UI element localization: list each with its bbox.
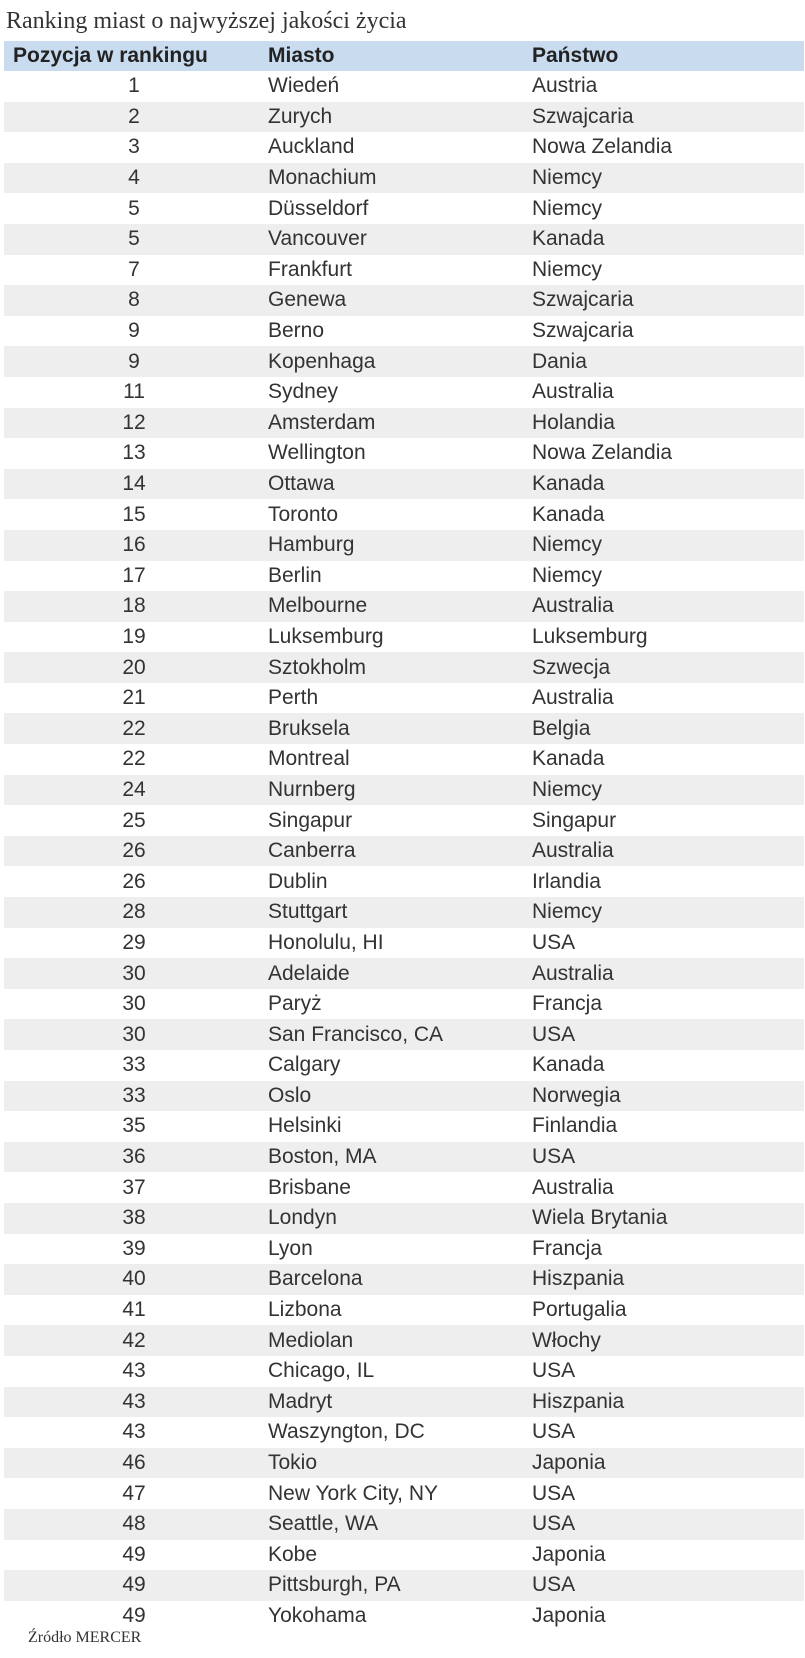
cell-position: 25 <box>122 808 146 832</box>
cell-country: Kanada <box>532 1053 605 1077</box>
cell-city: Sydney <box>268 380 339 404</box>
table-row <box>4 469 804 500</box>
cell-country: Norwegia <box>532 1083 621 1107</box>
table-row <box>4 1081 804 1112</box>
cell-country: Hiszpania <box>532 1267 625 1291</box>
cell-position: 49 <box>122 1603 146 1627</box>
cell-position: 15 <box>122 502 146 526</box>
cell-city: Bruksela <box>268 716 350 740</box>
cell-country: Włochy <box>532 1328 601 1352</box>
table-row <box>4 805 804 836</box>
cell-position: 33 <box>122 1053 146 1077</box>
table-row <box>4 1203 804 1234</box>
table-row <box>4 530 804 561</box>
cell-country: Szwajcaria <box>532 319 634 343</box>
cell-city: Seattle, WA <box>268 1512 379 1536</box>
header-city: Miasto <box>268 44 335 67</box>
table-row <box>4 1019 804 1050</box>
cell-city: Mediolan <box>268 1328 354 1352</box>
cell-city: Madryt <box>268 1389 333 1413</box>
cell-country: Japonia <box>532 1542 606 1566</box>
cell-position: 26 <box>122 839 146 863</box>
cell-position: 28 <box>122 900 146 924</box>
table-row <box>4 1570 804 1601</box>
cell-country: Irlandia <box>532 869 601 893</box>
cell-position: 18 <box>122 594 146 618</box>
cell-position: 46 <box>122 1451 146 1475</box>
cell-country: Kanada <box>532 747 605 771</box>
table-body <box>4 71 804 1631</box>
cell-position: 17 <box>122 563 146 587</box>
cell-city: Wiedeń <box>268 74 340 98</box>
table-row <box>4 316 804 347</box>
cell-position: 5 <box>128 227 140 251</box>
cell-city: Nurnberg <box>268 777 356 801</box>
cell-position: 49 <box>122 1573 146 1597</box>
table-row <box>4 1325 804 1356</box>
cell-city: Paryż <box>268 992 322 1016</box>
cell-country: Kanada <box>532 502 605 526</box>
cell-position: 26 <box>122 869 146 893</box>
cell-country: Nowa Zelandia <box>532 135 673 159</box>
cell-city: Berno <box>268 319 325 343</box>
cell-city: Toronto <box>268 502 339 526</box>
cell-country: Szwajcaria <box>532 288 634 312</box>
cell-position: 9 <box>128 349 140 373</box>
table-row <box>4 1448 804 1479</box>
cell-position: 30 <box>122 961 146 985</box>
cell-position: 11 <box>123 380 145 404</box>
cell-position: 47 <box>122 1481 146 1505</box>
cell-city: Düsseldorf <box>268 196 369 220</box>
cell-country: Australia <box>532 686 614 710</box>
cell-city: Lizbona <box>268 1298 342 1322</box>
table-row <box>4 438 804 469</box>
cell-city: Frankfurt <box>268 257 353 281</box>
table-row <box>4 836 804 867</box>
cell-country: Luksemburg <box>532 624 648 648</box>
cell-position: 3 <box>128 135 140 159</box>
cell-country: Wiela Brytania <box>532 1206 668 1230</box>
cell-position: 2 <box>128 104 140 128</box>
cell-position: 1 <box>128 74 140 98</box>
cell-country: Szwecja <box>532 655 611 679</box>
cell-country: Francja <box>532 992 603 1016</box>
cell-city: Canberra <box>268 839 356 863</box>
cell-city: Chicago, IL <box>268 1359 375 1383</box>
cell-position: 36 <box>122 1145 146 1169</box>
table-row <box>4 102 804 133</box>
table-row <box>4 1387 804 1418</box>
cell-country: USA <box>532 1481 576 1505</box>
cell-city: Sztokholm <box>268 655 367 679</box>
cell-city: San Francisco, CA <box>268 1022 444 1046</box>
cell-country: Singapur <box>532 808 617 832</box>
cell-country: Niemcy <box>532 533 603 557</box>
cell-position: 41 <box>122 1298 146 1322</box>
cell-country: Australia <box>532 1175 614 1199</box>
cell-position: 7 <box>128 257 140 281</box>
cell-position: 4 <box>128 166 140 190</box>
cell-city: Helsinki <box>268 1114 342 1138</box>
cell-position: 20 <box>122 655 146 679</box>
cell-country: Niemcy <box>532 777 603 801</box>
cell-position: 21 <box>122 686 146 710</box>
cell-city: Hamburg <box>268 533 355 557</box>
cell-country: Australia <box>532 961 614 985</box>
cell-city: Honolulu, HI <box>268 930 384 954</box>
cell-position: 42 <box>122 1328 146 1352</box>
cell-country: USA <box>532 1145 576 1169</box>
cell-city: Montreal <box>268 747 350 771</box>
cell-position: 48 <box>122 1512 146 1536</box>
cell-position: 9 <box>128 319 140 343</box>
table-row <box>4 1234 804 1265</box>
table-row <box>4 255 804 286</box>
cell-city: Zurych <box>268 104 333 128</box>
table-row <box>4 1540 804 1571</box>
table-row <box>4 989 804 1020</box>
cell-city: Vancouver <box>268 227 367 251</box>
cell-city: Singapur <box>268 808 353 832</box>
table-row <box>4 1478 804 1509</box>
cell-city: Stuttgart <box>268 900 348 924</box>
cell-country: USA <box>532 1512 576 1536</box>
table-row <box>4 408 804 439</box>
table-row <box>4 132 804 163</box>
cell-position: 30 <box>122 1022 146 1046</box>
cell-city: Lyon <box>268 1236 313 1260</box>
table-row <box>4 346 804 377</box>
table-row <box>4 163 804 194</box>
cell-country: Australia <box>532 594 614 618</box>
table-title: Ranking miast o najwyższej jakości życia <box>6 8 407 34</box>
table-row <box>4 377 804 408</box>
cell-country: USA <box>532 1022 576 1046</box>
cell-country: Niemcy <box>532 257 603 281</box>
cell-position: 30 <box>122 992 146 1016</box>
table-row <box>4 1172 804 1203</box>
cell-position: 19 <box>122 624 146 648</box>
cell-country: Holandia <box>532 410 615 434</box>
ranking-table <box>4 41 804 1631</box>
table-row <box>4 499 804 530</box>
cell-country: Australia <box>532 380 614 404</box>
cell-city: Yokohama <box>268 1603 367 1627</box>
cell-position: 33 <box>122 1083 146 1107</box>
table-row <box>4 224 804 255</box>
table-row <box>4 1295 804 1326</box>
cell-city: Luksemburg <box>268 624 384 648</box>
cell-country: Japonia <box>532 1603 606 1627</box>
cell-country: Finlandia <box>532 1114 618 1138</box>
table-row <box>4 1356 804 1387</box>
cell-position: 40 <box>122 1267 146 1291</box>
cell-position: 8 <box>128 288 140 312</box>
cell-country: USA <box>532 1420 576 1444</box>
cell-country: Francja <box>532 1236 603 1260</box>
cell-position: 43 <box>122 1420 146 1444</box>
cell-country: Belgia <box>532 716 591 740</box>
cell-country: Nowa Zelandia <box>532 441 673 465</box>
cell-country: Australia <box>532 839 614 863</box>
cell-city: Amsterdam <box>268 410 376 434</box>
cell-country: USA <box>532 930 576 954</box>
table-row <box>4 928 804 959</box>
cell-city: Genewa <box>268 288 347 312</box>
table-row <box>4 866 804 897</box>
cell-position: 43 <box>122 1359 146 1383</box>
cell-position: 14 <box>122 472 146 496</box>
cell-country: Kanada <box>532 472 605 496</box>
cell-city: Kopenhaga <box>268 349 376 373</box>
cell-position: 12 <box>122 410 146 434</box>
table-row <box>4 1417 804 1448</box>
table-row <box>4 1601 804 1632</box>
source-note: Źródło MERCER <box>28 1629 142 1646</box>
cell-position: 43 <box>122 1389 146 1413</box>
cell-city: Wellington <box>268 441 366 465</box>
cell-country: Szwajcaria <box>532 104 634 128</box>
cell-city: Auckland <box>268 135 355 159</box>
table-row <box>4 71 804 102</box>
cell-city: Dublin <box>268 869 328 893</box>
cell-country: Kanada <box>532 227 605 251</box>
cell-country: Niemcy <box>532 166 603 190</box>
table-row <box>4 1509 804 1540</box>
cell-position: 29 <box>122 930 146 954</box>
cell-city: Oslo <box>268 1083 312 1107</box>
cell-city: Tokio <box>268 1451 318 1475</box>
cell-country: Niemcy <box>532 563 603 587</box>
cell-country: USA <box>532 1573 576 1597</box>
cell-city: Perth <box>268 686 319 710</box>
cell-position: 35 <box>122 1114 146 1138</box>
cell-city: Londyn <box>268 1206 337 1230</box>
cell-country: Dania <box>532 349 587 373</box>
cell-city: Brisbane <box>268 1175 351 1199</box>
cell-position: 24 <box>122 777 146 801</box>
cell-country: USA <box>532 1359 576 1383</box>
cell-city: Kobe <box>268 1542 318 1566</box>
cell-city: Berlin <box>268 563 322 587</box>
cell-city: Barcelona <box>268 1267 363 1291</box>
table-row <box>4 958 804 989</box>
table-row <box>4 622 804 653</box>
cell-country: Austria <box>532 74 598 98</box>
table-header <box>4 41 804 71</box>
table-row <box>4 561 804 592</box>
table-row <box>4 285 804 316</box>
cell-country: Niemcy <box>532 196 603 220</box>
table-row <box>4 591 804 622</box>
cell-city: Waszyngton, DC <box>268 1420 425 1444</box>
table-row <box>4 1264 804 1295</box>
cell-position: 5 <box>128 196 140 220</box>
table-row <box>4 713 804 744</box>
cell-city: Pittsburgh, PA <box>268 1573 401 1597</box>
table-row <box>4 1111 804 1142</box>
table-row <box>4 1142 804 1173</box>
cell-position: 37 <box>122 1175 146 1199</box>
cell-position: 22 <box>122 716 146 740</box>
table-row <box>4 1050 804 1081</box>
cell-city: New York City, NY <box>268 1481 438 1505</box>
cell-city: Ottawa <box>268 472 335 496</box>
table-row <box>4 683 804 714</box>
table-row <box>4 652 804 683</box>
cell-position: 38 <box>122 1206 146 1230</box>
table-row <box>4 744 804 775</box>
cell-position: 16 <box>122 533 146 557</box>
header-country: Państwo <box>532 44 619 67</box>
cell-position: 13 <box>122 441 146 465</box>
cell-city: Calgary <box>268 1053 341 1077</box>
table-row <box>4 193 804 224</box>
cell-country: Portugalia <box>532 1298 627 1322</box>
header-position: Pozycja w rankingu <box>13 44 208 67</box>
cell-country: Hiszpania <box>532 1389 625 1413</box>
cell-city: Adelaide <box>268 961 350 985</box>
cell-position: 22 <box>122 747 146 771</box>
cell-position: 39 <box>122 1236 146 1260</box>
cell-country: Niemcy <box>532 900 603 924</box>
cell-position: 49 <box>122 1542 146 1566</box>
cell-country: Japonia <box>532 1451 606 1475</box>
cell-city: Boston, MA <box>268 1145 377 1169</box>
table-row <box>4 897 804 928</box>
table-row <box>4 775 804 806</box>
cell-city: Monachium <box>268 166 377 190</box>
cell-city: Melbourne <box>268 594 368 618</box>
